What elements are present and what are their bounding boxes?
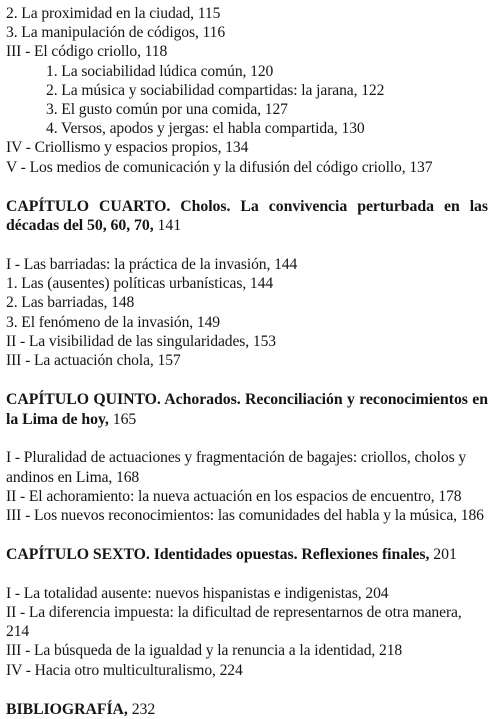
toc-entry: I - Pluralidad de actuaciones y fragmentación de bagajes: criollos, cholos y andinos en Lima, 168 (6, 449, 467, 486)
toc-entry: II - La diferencia impuesta: la dificultad de representarnos de otra manera, 214 (6, 604, 462, 641)
toc-entry: 1. Las (ausentes) políticas urbanísticas, 144 (6, 275, 274, 293)
toc-entry: III - La búsqueda de la igualdad y la renuncia a la identidad, 218 (6, 642, 403, 660)
toc-entry: III - La actuación chola, 157 (6, 352, 181, 370)
toc-entry: I - Las barriadas: la práctica de la invasión, 144 (6, 256, 298, 274)
bibliography-heading (6, 700, 488, 719)
chapter-four-page: 141 (153, 217, 182, 235)
section-three-list (6, 4, 488, 177)
toc-entry: V - Los medios de comunicación y la difusión del código criollo, 137 (6, 158, 433, 176)
chapter-six-list (6, 584, 488, 680)
toc-subentry: 1. La sociabilidad lúdica común, 120 (46, 62, 274, 80)
chapter-six-heading (6, 545, 488, 565)
chapter-five-heading (6, 390, 488, 429)
toc-entry: I - La totalidad ausente: nuevos hispanistas e indigenistas, 204 (6, 584, 389, 602)
toc-entry: 3. El fenómeno de la invasión, 149 (6, 313, 220, 331)
toc-entry: 3. La manipulación de códigos, 116 (6, 24, 226, 42)
chapter-six-page: 201 (429, 546, 457, 564)
toc-entry: II - La visibilidad de las singularidades, 153 (6, 332, 276, 350)
chapter-four-title: CAPÍTULO CUARTO. Cholos. La convivencia perturbada en las décadas del 50, 60, 70, (6, 197, 488, 235)
toc-subentry: 4. Versos, apodos y jergas: el habla compartida, 130 (46, 120, 365, 138)
toc-entry: IV - Criollismo y espacios propios, 134 (6, 139, 249, 157)
toc-entry: III - Los nuevos reconocimientos: las comunidades del habla y la música, 186 (6, 507, 484, 525)
toc-entry: 2. La proximidad en la ciudad, 115 (6, 5, 221, 22)
chapter-five-page: 165 (108, 410, 137, 428)
bibliography-page: 232 (127, 700, 156, 718)
chapter-four-list (6, 255, 488, 370)
toc-subentry: 3. El gusto común por una comida, 127 (46, 101, 288, 119)
chapter-four-heading (6, 197, 488, 236)
toc-entry: 2. Las barriadas, 148 (6, 294, 135, 312)
toc-entry: IV - Hacia otro multiculturalismo, 224 (6, 661, 243, 679)
chapter-six-title: CAPÍTULO SEXTO. Identidades opuestas. Reflexiones finales, (6, 546, 430, 564)
bibliography-title: BIBLIOGRAFÍA, (6, 700, 128, 718)
toc-entry: II - El achoramiento: la nueva actuación en los espacios de encuentro, 178 (6, 487, 462, 505)
toc-entry: III - El código criollo, 118 (6, 43, 168, 61)
chapter-five-list (6, 448, 488, 525)
chapter-five-title: CAPÍTULO QUINTO. Achorados. Reconciliación y reconocimientos en la Lima de hoy, (6, 391, 488, 428)
toc-subentry: 2. La música y sociabilidad compartidas: la jarana, 122 (46, 81, 385, 99)
